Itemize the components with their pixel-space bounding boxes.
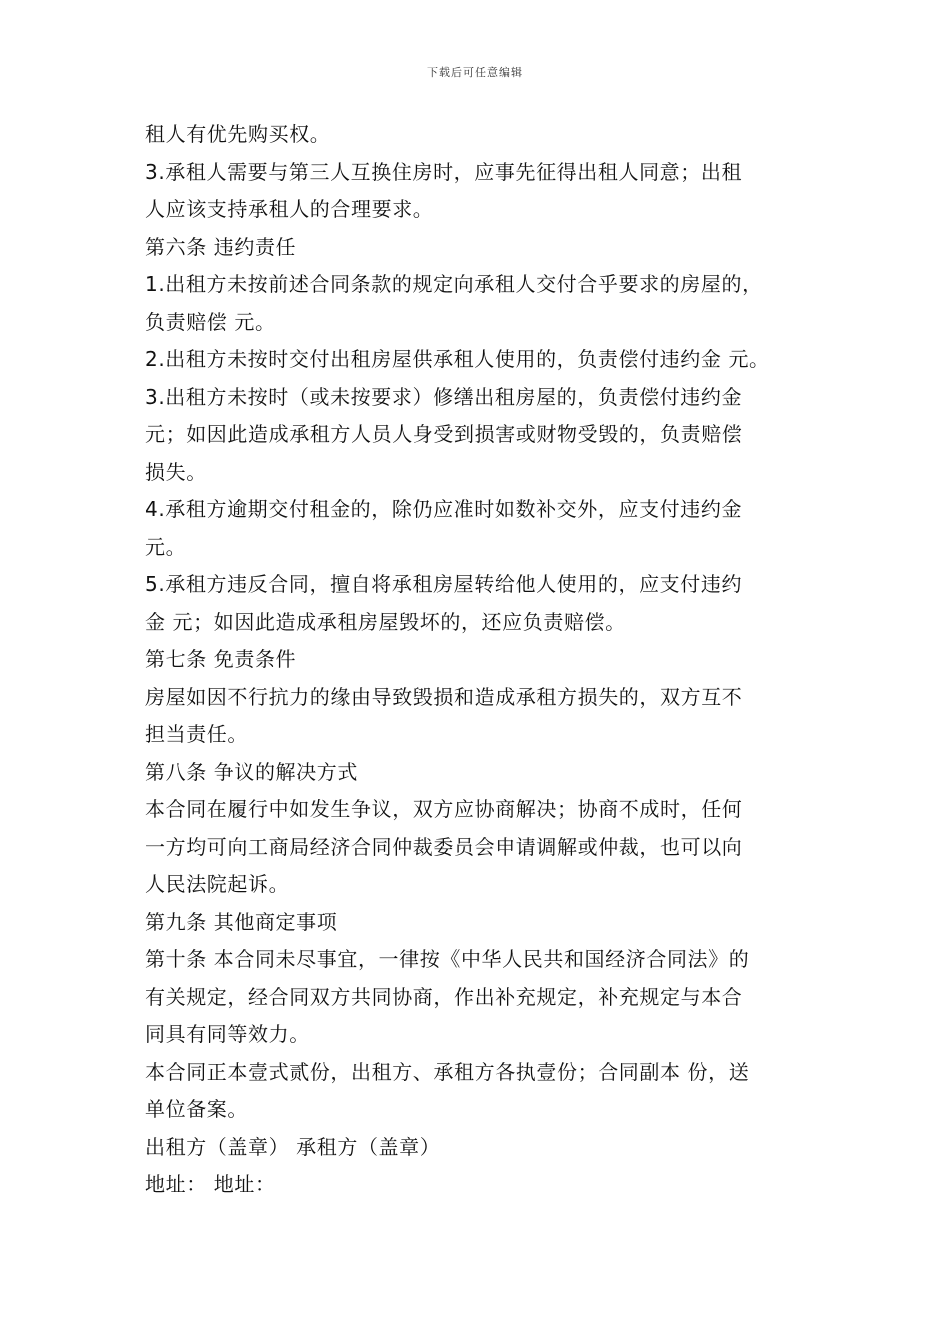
address-line: 地址： 地址： <box>145 1172 276 1196</box>
text-line: 1.出租方未按前述合同条款的规定向承租人交付合乎要求的房屋的， <box>145 272 763 296</box>
text-line: 2.出租方未按时交付出租房屋供承租人使用的，负责偿付违约金 元。 <box>145 347 770 371</box>
text-line: 人民法院起诉。 <box>145 872 290 896</box>
page-header: 下载后可任意编辑 <box>427 66 523 79</box>
text-line: 负责赔偿 元。 <box>145 309 276 334</box>
text-line: 5.承租方违反合同，擅自将承租房屋转给他人使用的，应支付违约 <box>145 572 743 596</box>
document-body <box>145 116 825 1204</box>
text-line: 3.出租方未按时（或未按要求）修缮出租房屋的，负责偿付违约金 <box>145 384 743 409</box>
text-line: 一方均可向工商局经济合同仲裁委员会申请调解或仲裁，也可以向 <box>145 834 743 859</box>
section-heading: 第九条 其他商定事项 <box>145 909 338 934</box>
text-line: 担当责任。 <box>145 722 248 746</box>
text-line: 人应该支持承租人的合理要求。 <box>145 197 434 221</box>
text-line: 元。 <box>145 534 187 559</box>
section-heading: 第八条 争议的解决方式 <box>145 759 358 784</box>
text-line: 损失。 <box>145 459 207 484</box>
text-line: 同具有同等效力。 <box>145 1022 310 1046</box>
text-line: 3.承租人需要与第三人互换住房时，应事先征得出租人同意；出租 <box>145 159 743 184</box>
text-line: 第十条 本合同未尽事宜，一律按《中华人民共和国经济合同法》的 <box>145 947 750 971</box>
text-line: 租人有优先购买权。 <box>145 122 331 146</box>
text-line: 房屋如因不行抗力的缘由导致毁损和造成承租方损失的，双方互不 <box>145 684 743 709</box>
text-line: 元；如因此造成承租方人员人身受到损害或财物受毁的，负责赔偿 <box>145 422 743 446</box>
text-line: 4.承租方逾期交付租金的，除仍应准时如数补交外，应支付违约金 <box>145 497 743 521</box>
text-line: 有关规定，经合同双方共同协商，作出补充规定，补充规定与本合 <box>145 984 743 1009</box>
text-line: 本合同在履行中如发生争议，双方应协商解决；协商不成时，任何 <box>145 797 743 821</box>
text-line: 本合同正本壹式贰份，出租方、承租方各执壹份；合同副本 份，送 <box>145 1059 750 1084</box>
section-heading: 第六条 违约责任 <box>145 234 297 259</box>
text-line: 金 元；如因此造成承租房屋毁坏的，还应负责赔偿。 <box>145 609 626 634</box>
text-line: 单位备案。 <box>145 1097 248 1121</box>
signature-line: 出租方（盖章） 承租方（盖章） <box>145 1134 441 1159</box>
section-heading: 第七条 免责条件 <box>145 647 297 671</box>
